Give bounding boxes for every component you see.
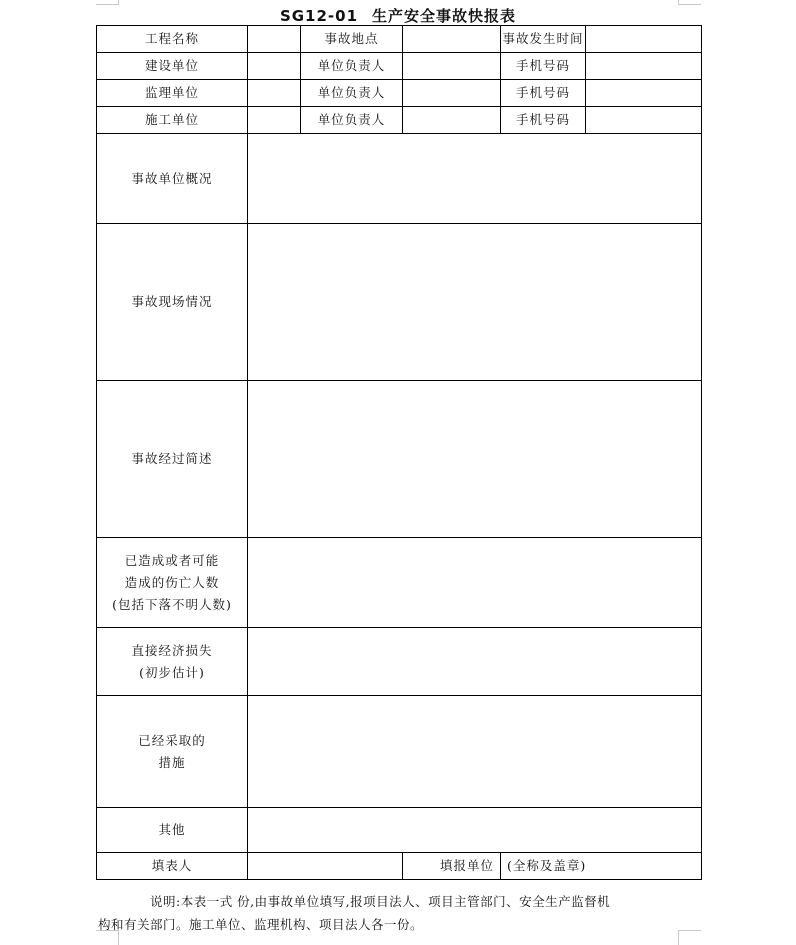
economic-loss-label-line-1: 直接经济损失 [131,642,213,658]
casualties-label-line-3: (包括下落不明人数) [112,596,232,612]
construction-unit-label: 建设单位 [97,53,248,80]
accident-report-table [96,25,702,880]
construction-unit-value[interactable] [248,53,301,80]
supervision-unit-phone-value[interactable] [586,80,702,107]
measures-label [97,696,248,808]
project-name-label: 工程名称 [97,26,248,53]
table-row-contractor-unit [97,107,702,134]
process-label: 事故经过简述 [97,381,248,538]
economic-loss-value[interactable] [248,628,702,696]
table-row-project [97,26,702,53]
table-row-measures [97,696,702,808]
overview-label: 事故单位概况 [97,134,248,224]
table-row-overview [97,134,702,224]
reporting-unit-value[interactable] [501,853,702,880]
other-value[interactable] [248,808,702,853]
accident-location-label: 事故地点 [301,26,403,53]
supervision-unit-label: 监理单位 [97,80,248,107]
filler-value[interactable] [248,853,403,880]
overview-value[interactable] [248,134,702,224]
contractor-unit-person-value[interactable] [403,107,501,134]
form-note [98,890,684,936]
project-name-value[interactable] [248,26,301,53]
table-row-scene [97,224,702,381]
reporting-unit-label-text: 填报单位 [440,858,495,873]
contractor-unit-label: 施工单位 [97,107,248,134]
economic-loss-label-line-2: (初步估计) [139,664,205,680]
table-row-construction-unit [97,53,702,80]
table-row-casualties [97,538,702,628]
form-code: SG12-01 [279,7,359,25]
construction-unit-person-label: 单位负责人 [301,53,403,80]
accident-time-value[interactable] [586,26,702,53]
contractor-unit-phone-value[interactable] [586,107,702,134]
scene-label: 事故现场情况 [97,224,248,381]
form-title [0,5,796,26]
economic-loss-label [97,628,248,696]
measures-value[interactable] [248,696,702,808]
contractor-unit-value[interactable] [248,107,301,134]
construction-unit-phone-label: 手机号码 [501,53,586,80]
accident-location-value[interactable] [403,26,501,53]
form-note-line-1: 说明:本表一式 份,由事故单位填写,报项目法人、项目主管部门、安全生产监督机 [150,894,611,909]
reporting-unit-label [403,853,501,880]
table-row-process [97,381,702,538]
construction-unit-person-value[interactable] [403,53,501,80]
supervision-unit-phone-label: 手机号码 [501,80,586,107]
table-row-filler [97,853,702,880]
contractor-unit-phone-label: 手机号码 [501,107,586,134]
casualties-label [97,538,248,628]
form-note-line-2: 构和有关部门。施工单位、监理机构、项目法人各一份。 [98,917,424,932]
measures-label-line-2: 措施 [158,754,186,770]
supervision-unit-person-value[interactable] [403,80,501,107]
casualties-label-line-2: 造成的伤亡人数 [124,574,220,590]
table-row-economic-loss [97,628,702,696]
supervision-unit-person-label: 单位负责人 [301,80,403,107]
table-row-supervision-unit [97,80,702,107]
scene-value[interactable] [248,224,702,381]
table-row-other [97,808,702,853]
construction-unit-phone-value[interactable] [586,53,702,80]
accident-time-label: 事故发生时间 [501,26,586,53]
filler-label: 填表人 [97,853,248,880]
supervision-unit-value[interactable] [248,80,301,107]
casualties-label-line-1: 已造成或者可能 [124,552,220,568]
form-name: 生产安全事故快报表 [372,7,517,25]
process-value[interactable] [248,381,702,538]
other-label: 其他 [97,808,248,853]
reporting-unit-note: (全称及盖章) [507,858,587,873]
measures-label-line-1: 已经采取的 [138,732,206,748]
casualties-value[interactable] [248,538,702,628]
contractor-unit-person-label: 单位负责人 [301,107,403,134]
